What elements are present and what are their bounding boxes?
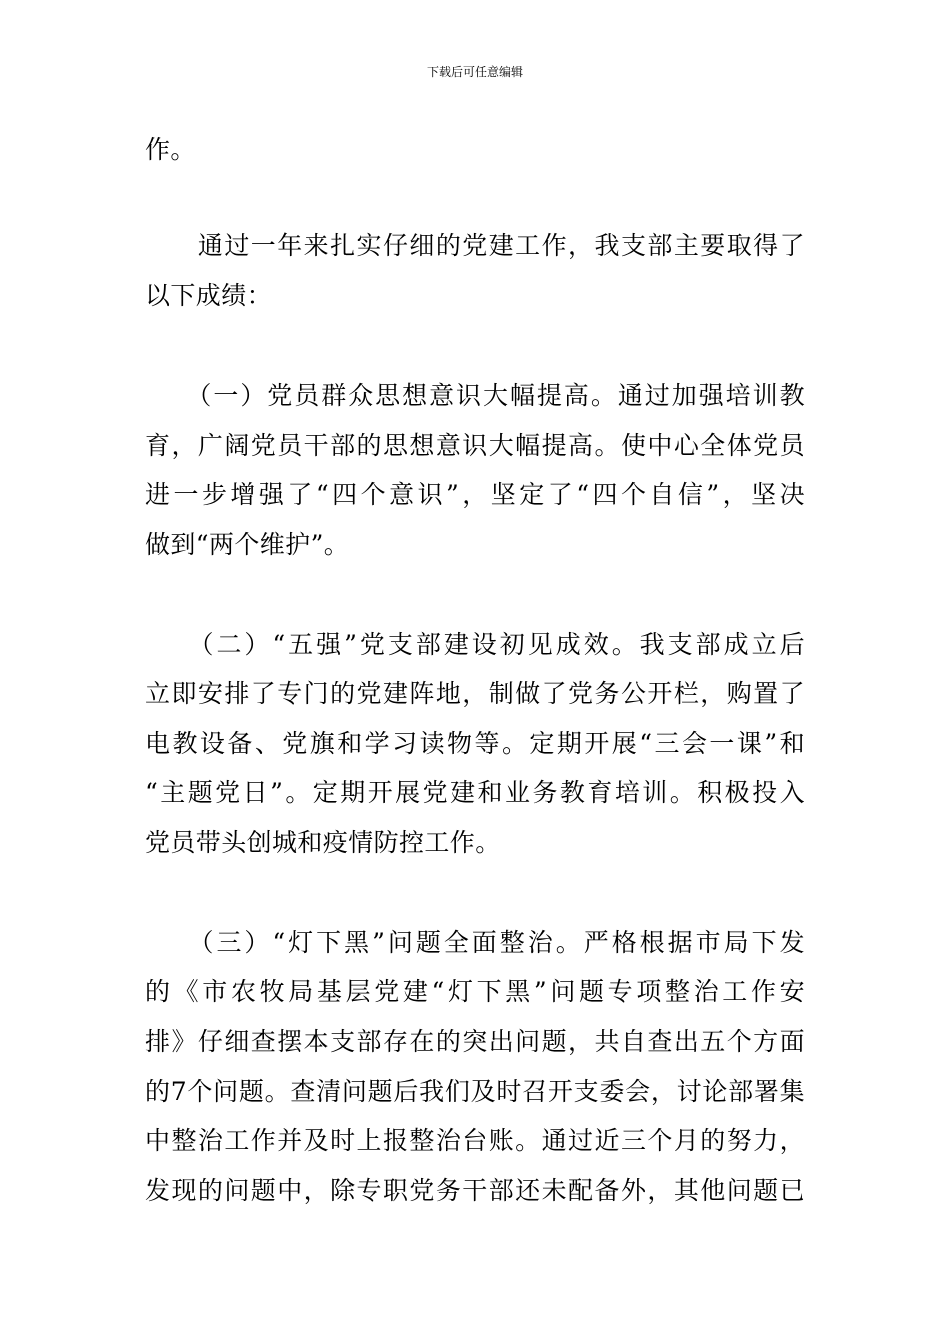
text-line: 发现的问题中，除专职党务干部还未配备外，其他问题已 (145, 1176, 805, 1205)
page-header-note: 下载后可任意编辑 (426, 65, 523, 79)
text-line: （一）党员群众思想意识大幅提高。通过加强培训教 (145, 381, 805, 410)
text-line: 进一步增强了“四个意识”，坚定了“四个自信”，坚决 (145, 480, 805, 509)
text-line: （三）“灯下黑”问题全面整治。严格根据市局下发 (145, 928, 805, 957)
text-line: 的7个问题。查清问题后我们及时召开支委会，讨论部署集 (145, 1077, 805, 1106)
text-line: 电教设备、党旗和学习读物等。定期开展“三会一课”和 (145, 729, 805, 758)
text-line: 党员带头创城和疫情防控工作。 (145, 828, 501, 857)
text-line: 立即安排了专门的党建阵地，制做了党务公开栏，购置了 (145, 679, 805, 708)
text-line: 中整治工作并及时上报整治台账。通过近三个月的努力， (145, 1126, 805, 1155)
text-line: （二）“五强”党支部建设初见成效。我支部成立后 (145, 630, 805, 659)
text-line: 通过一年来扎实仔细的党建工作，我支部主要取得了 (145, 231, 805, 260)
text-line: 以下成绩： (145, 281, 273, 310)
text-line: 排》仔细查摆本支部存在的突出问题，共自查出五个方面 (145, 1027, 805, 1056)
text-line: 的《市农牧局基层党建“灯下黑”问题专项整治工作安 (145, 977, 805, 1006)
text-line: 育，广阔党员干部的思想意识大幅提高。使中心全体党员 (145, 431, 805, 460)
text-line: “主题党日”。定期开展党建和业务教育培训。积极投入 (145, 778, 805, 807)
text-line: 作。 (145, 135, 196, 164)
text-line: 做到“两个维护”。 (145, 530, 350, 559)
